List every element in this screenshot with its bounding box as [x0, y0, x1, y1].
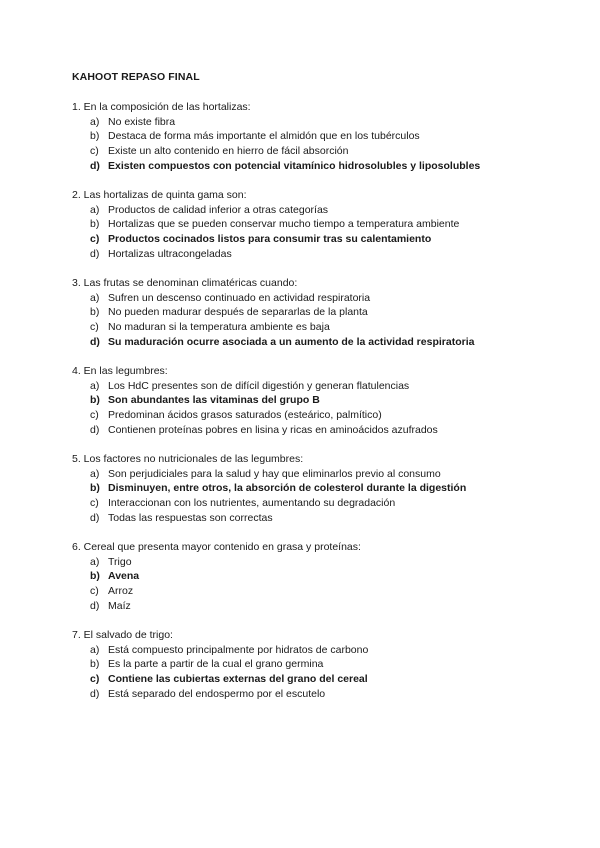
question-2: [72, 188, 572, 261]
option-text: Su maduración ocurre asociada a un aumento de la actividad respiratoria: [108, 335, 475, 348]
option-5b-correct: [72, 481, 572, 496]
option-text: Maíz: [108, 599, 131, 612]
option-4b-correct: [72, 393, 572, 408]
option-text: Productos de calidad inferior a otras categorías: [108, 203, 329, 216]
option-letter: d): [90, 687, 100, 700]
option-letter: c): [90, 409, 99, 422]
question-text: 5. Los factores no nutricionales de las legumbres:: [72, 453, 304, 465]
option-letter: b): [90, 570, 100, 583]
option-text: Son abundantes las vitaminas del grupo B: [108, 394, 320, 407]
option-text: Existe un alto contenido en hierro de fácil absorción: [108, 145, 349, 158]
option-text: Hortalizas ultracongeladas: [108, 247, 232, 260]
option-text: Contiene las cubiertas externas del grano del cereal: [108, 673, 368, 686]
option-1a: [72, 115, 572, 130]
option-7d: [72, 687, 572, 702]
option-letter: c): [90, 673, 100, 686]
option-3d-correct: [72, 335, 572, 350]
option-letter: a): [90, 203, 100, 216]
option-text: Son perjudiciales para la salud y hay que eliminarlos previo al consumo: [108, 467, 441, 480]
option-letter: c): [90, 585, 99, 598]
option-text: Trigo: [108, 555, 132, 568]
option-text: Todas las respuestas son correctas: [108, 511, 273, 524]
option-text: Es la parte a partir de la cual el grano germina: [108, 658, 324, 671]
document-title: KAHOOT REPASO FINAL: [72, 71, 200, 83]
option-2d: [72, 247, 572, 262]
question-7: [72, 628, 572, 701]
option-letter: d): [90, 423, 100, 436]
option-text: Está compuesto principalmente por hidratos de carbono: [108, 643, 369, 656]
option-letter: a): [90, 291, 100, 304]
option-text: Arroz: [108, 585, 134, 598]
question-1: [72, 100, 572, 173]
option-3c: [72, 320, 572, 335]
question-6: [72, 540, 572, 613]
option-2c-correct: [72, 232, 572, 247]
option-letter: b): [90, 394, 100, 407]
question-text: 2. Las hortalizas de quinta gama son:: [72, 189, 247, 201]
option-letter: b): [90, 306, 100, 319]
option-letter: d): [90, 247, 100, 260]
option-4a: [72, 379, 572, 394]
option-letter: b): [90, 130, 100, 143]
option-letter: a): [90, 643, 100, 656]
option-3a: [72, 291, 572, 306]
option-4d: [72, 423, 572, 438]
option-5d: [72, 511, 572, 526]
option-text: Los HdC presentes son de difícil digestión y generan flatulencias: [108, 379, 410, 392]
option-1b: [72, 129, 572, 144]
option-letter: a): [90, 115, 100, 128]
option-text: No existe fibra: [108, 115, 176, 128]
option-letter: d): [90, 335, 100, 348]
option-6b-correct: [72, 569, 572, 584]
option-5a: [72, 467, 572, 482]
option-text: Destaca de forma más importante el almidón que en los tubérculos: [108, 130, 420, 143]
option-letter: d): [90, 159, 100, 172]
option-2a: [72, 203, 572, 218]
option-text: Predominan ácidos grasos saturados (esteárico, palmítico): [108, 409, 382, 422]
option-letter: a): [90, 555, 100, 568]
option-6c: [72, 584, 572, 599]
option-letter: b): [90, 218, 100, 231]
option-2b: [72, 217, 572, 232]
option-1d-correct: [72, 159, 572, 174]
option-text: Contienen proteínas pobres en lisina y ricas en aminoácidos azufrados: [108, 423, 438, 436]
option-letter: c): [90, 145, 99, 158]
option-letter: a): [90, 379, 100, 392]
option-7b: [72, 657, 572, 672]
question-4: [72, 364, 572, 437]
option-text: Sufren un descenso continuado en actividad respiratoria: [108, 291, 371, 304]
option-1c: [72, 144, 572, 159]
option-text: Hortalizas que se pueden conservar mucho tiempo a temperatura ambiente: [108, 218, 460, 231]
question-text: 7. El salvado de trigo:: [72, 629, 173, 641]
option-letter: b): [90, 658, 100, 671]
option-letter: c): [90, 233, 100, 246]
option-letter: a): [90, 467, 100, 480]
option-text: Está separado del endospermo por el escutelo: [108, 687, 326, 700]
option-4c: [72, 408, 572, 423]
option-3b: [72, 305, 572, 320]
option-letter: d): [90, 599, 100, 612]
option-letter: c): [90, 497, 99, 510]
option-text: Existen compuestos con potencial vitamínico hidrosolubles y liposolubles: [108, 159, 481, 172]
question-text: 6. Cereal que presenta mayor contenido en grasa y proteínas:: [72, 541, 361, 553]
option-letter: d): [90, 511, 100, 524]
question-text: 1. En la composición de las hortalizas:: [72, 101, 251, 113]
question-5: [72, 452, 572, 525]
question-text: 4. En las legumbres:: [72, 365, 168, 377]
option-7a: [72, 643, 572, 658]
option-text: Interaccionan con los nutrientes, aumentando su degradación: [108, 497, 396, 510]
option-text: Disminuyen, entre otros, la absorción de colesterol durante la digestión: [108, 482, 467, 495]
option-7c-correct: [72, 672, 572, 687]
option-text: No maduran si la temperatura ambiente es baja: [108, 321, 330, 334]
question-3: [72, 276, 572, 349]
option-6a: [72, 555, 572, 570]
option-text: No pueden madurar después de separarlas de la planta: [108, 306, 368, 319]
option-6d: [72, 599, 572, 614]
option-text: Productos cocinados listos para consumir tras su calentamiento: [108, 233, 432, 246]
option-text: Avena: [108, 570, 140, 583]
option-letter: b): [90, 482, 100, 495]
option-5c: [72, 496, 572, 511]
option-letter: c): [90, 321, 99, 334]
question-text: 3. Las frutas se denominan climatéricas cuando:: [72, 277, 298, 289]
